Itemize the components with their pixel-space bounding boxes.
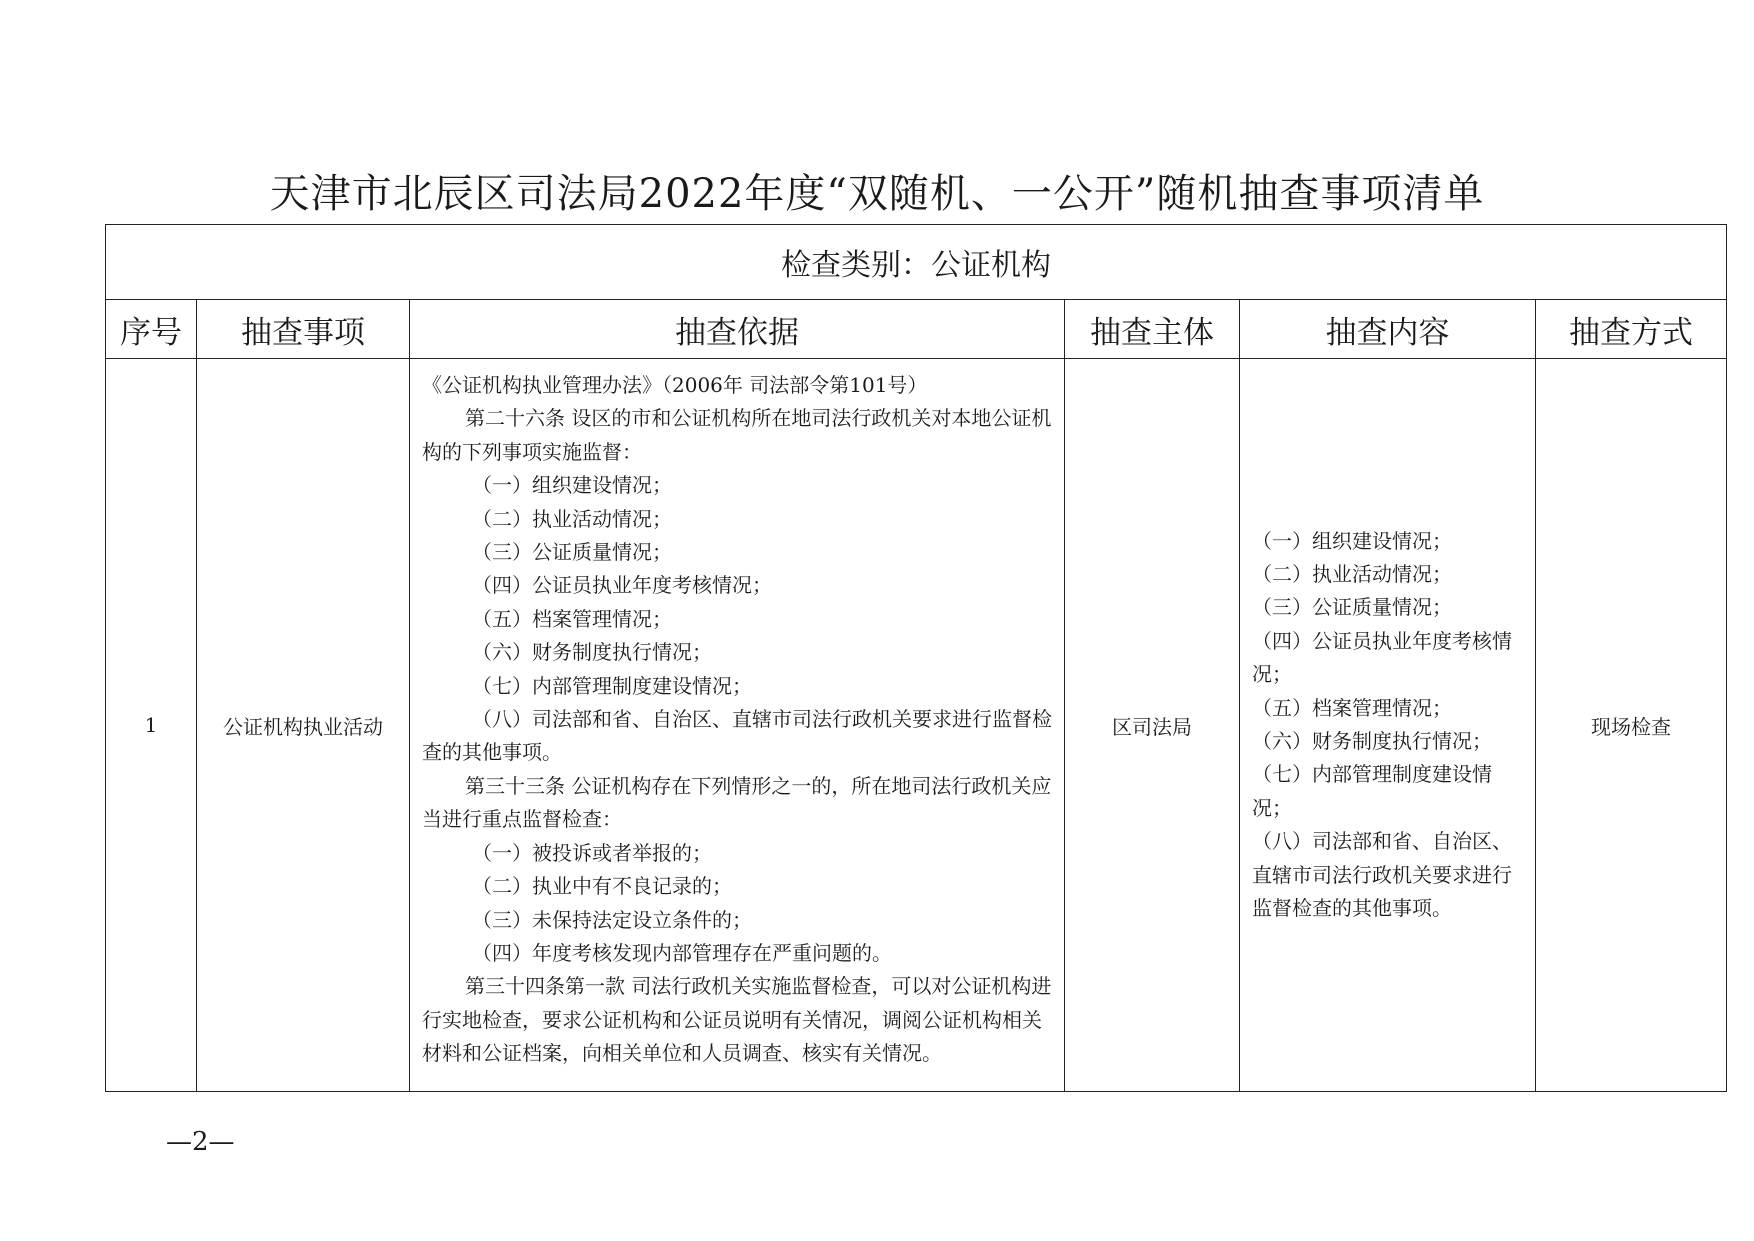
list-item: （二）执业活动情况； (1252, 561, 1452, 586)
list-item: （三）公证质量情况； (472, 540, 672, 565)
basis-law-title: 《公证机构执业管理办法》（2006年 司法部令第101号） (422, 373, 928, 397)
list-item: （七）内部管理制度建设情况； (472, 673, 752, 698)
row-basis (410, 359, 1065, 1092)
list-item: （五）档案管理情况； (472, 606, 672, 631)
header-index: 序号 (106, 300, 197, 359)
category-label: 检查类别：公证机构 (106, 225, 1727, 300)
basis-article-33: 第三十三条 公证机构存在下列情形之一的，所在地司法行政机关应当进行重点监督检查： (422, 773, 1052, 832)
row-subject: 区司法局 (1065, 359, 1240, 1092)
inspection-table (105, 224, 1727, 1092)
header-basis: 抽查依据 (410, 300, 1065, 359)
header-content: 抽查内容 (1240, 300, 1536, 359)
basis-article-34: 第三十四条第一款 司法行政机关实施监督检查，可以对公证机构进行实地检查，要求公证机构和公证员说明有关情况，调阅公证机构相关材料和公证档案，向相关单位和人员调查、核实有关情况。 (422, 974, 1052, 1066)
basis-article-26-list (422, 469, 1054, 770)
list-item: （七）内部管理制度建设情况； (1252, 762, 1492, 820)
list-item: （二）执业中有不良记录的； (472, 874, 732, 899)
list-item: （一）组织建设情况； (1252, 528, 1452, 553)
table-row (106, 359, 1727, 1092)
header-method: 抽查方式 (1536, 300, 1727, 359)
page-number: —2— (166, 1127, 235, 1157)
header-subject: 抽查主体 (1065, 300, 1240, 359)
list-item: （一）组织建设情况； (472, 473, 672, 498)
row-content (1240, 359, 1536, 1092)
list-item: （三）公证质量情况； (1252, 595, 1452, 620)
list-item: （二）执业活动情况； (472, 506, 672, 531)
list-item: （三）未保持法定设立条件的； (472, 907, 752, 932)
header-row (106, 300, 1727, 359)
basis-article-33-list (422, 837, 1054, 971)
page-title: 天津市北辰区司法局2022年度“双随机、一公开”随机抽查事项清单 (269, 171, 1485, 217)
row-method: 现场检查 (1536, 359, 1727, 1092)
row-item: 公证机构执业活动 (197, 359, 410, 1092)
basis-article-26: 第二十六条 设区的市和公证机构所在地司法行政机关对本地公证机构的下列事项实施监督： (422, 406, 1052, 464)
list-item: （四）年度考核发现内部管理存在严重问题的。 (472, 940, 892, 965)
list-item: （八）司法部和省、自治区、直辖市司法行政机关要求进行监督检查的其他事项。 (422, 707, 1052, 765)
list-item: （八）司法部和省、自治区、直辖市司法行政机关要求进行监督检查的其他事项。 (1252, 829, 1512, 921)
list-item: （五）档案管理情况； (1252, 695, 1452, 720)
list-item: （一）被投诉或者举报的； (472, 840, 712, 865)
category-row (106, 225, 1727, 300)
header-item: 抽查事项 (197, 300, 410, 359)
row-index: 1 (106, 359, 197, 1092)
list-item: （六）财务制度执行情况； (1252, 729, 1492, 753)
list-item: （六）财务制度执行情况； (472, 640, 712, 665)
list-item: （四）公证员执业年度考核情况； (1252, 628, 1512, 687)
list-item: （四）公证员执业年度考核情况； (472, 573, 772, 598)
